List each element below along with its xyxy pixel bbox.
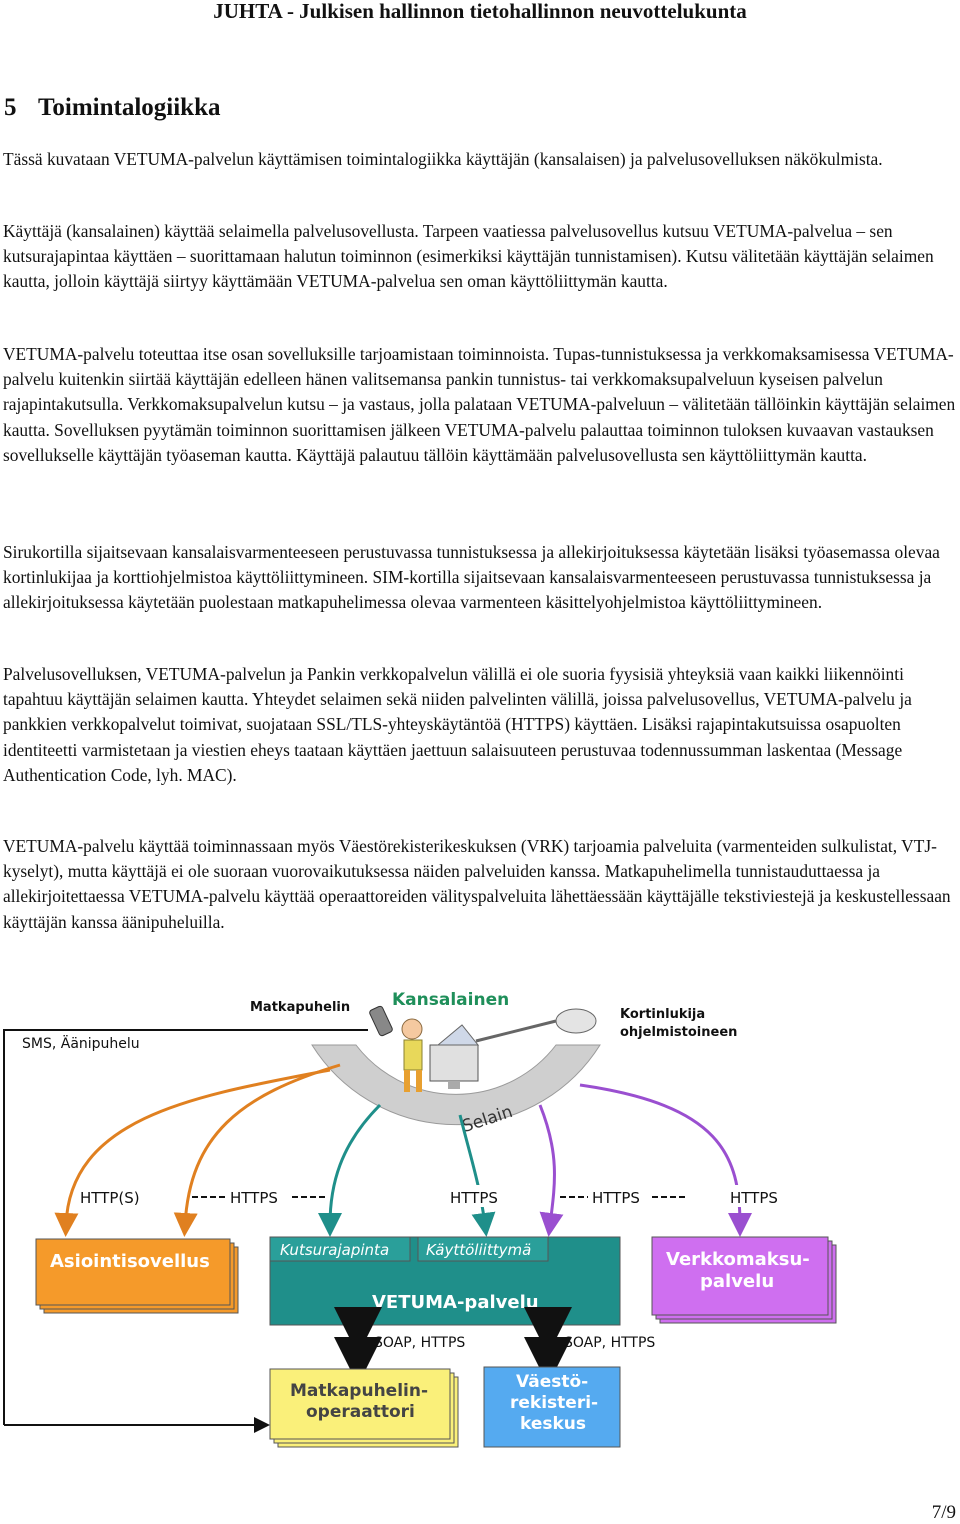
vrk-label: Väestö- (516, 1372, 589, 1392)
kansalainen-label: Kansalainen (392, 990, 510, 1010)
browser-label: Selain (459, 1101, 516, 1137)
card-reader-icon (476, 1009, 596, 1041)
paragraph-vrk: VETUMA-palvelu käyttää toiminnassaan myös Väestörekisterikeskuksen (VRK) tarjoamia palveluita (varmenteiden sulkulistat, VTJ-kyselyt), mutta käyttäjä ei ole suoraan vuorovaikutuksessa näiden palveluiden kanssa. Matkapuhelimella tunnistauduttaessa ja allekirjoitettaessa VETUMA-palvelu käyttää operaattoreiden välityspalveluita lähettäessään käyttäjälle tekstiviestejä ja keskustellessaan käyttäjän kanssa äänipuheluilla. (3, 836, 951, 932)
architecture-diagram (0, 985, 960, 1455)
http-s-label: HTTP(S) (80, 1189, 140, 1207)
verkkomaksupalvelu-label-line2: palvelu (700, 1271, 775, 1292)
mobile-phone-icon (369, 1005, 394, 1036)
kutsurajapinta-label: Kutsurajapinta (280, 1241, 390, 1259)
soap-label-1: SOAP, HTTPS (374, 1335, 466, 1351)
paragraph-intro: Tässä kuvataan VETUMA-palvelun käyttämisen toimintalogiikka käyttäjän (kansalaisen) ja palvelusovelluksen näkökulmista. (3, 149, 883, 169)
section-number: 5 (4, 94, 17, 121)
paragraph-smart-card: Sirukortilla sijaitsevaan kansalaisvarmenteeseen perustuvassa tunnistuksessa ja allekirjoituksessa käytetään lisäksi työasemassa olevaa kortinlukijaa ja korttiohjelmistoa käyttöliittymineen. SIM-kortilla sijaitsevaan kansalaisvarmenteeseen perustuvassa tunnistuksessa ja allekirjoituksessa käytetään puolestaan matkapuhelimessa olevaa varmenteen käsittelyohjelmistoa käyttöliittymineen. (3, 542, 940, 613)
arrow-kutsurajapinta (330, 1105, 380, 1225)
operaattori-label-line2: operaattori (306, 1402, 415, 1422)
soap-label-2: SOAP, HTTPS (564, 1335, 656, 1351)
arrow-verkkomaksu (540, 1105, 554, 1225)
person-icon (402, 1019, 422, 1092)
verkkomaksupalvelu-box (652, 1237, 836, 1323)
matkapuhelin-label: Matkapuhelin (250, 1000, 351, 1015)
https-label-4: HTTPS (730, 1189, 778, 1207)
asiointisovellus-label: Asiointisovellus (50, 1251, 210, 1272)
vetuma-label: VETUMA-palvelu (372, 1292, 539, 1313)
https-label-1: HTTPS (230, 1189, 278, 1207)
https-label-3: HTTPS (592, 1189, 640, 1207)
kortinlukija-label: Kortinlukija (620, 1007, 706, 1022)
page-header: JUHTA - Julkisen hallinnon tietohallinnon neuvottelukunta (213, 0, 747, 23)
operaattori-box (270, 1369, 458, 1447)
section-title: Toimintalogiikka (38, 94, 221, 121)
paragraph-vetuma-functions: VETUMA-palvelu toteuttaa itse osan sovelluksille tarjoamistaan toiminnoista. Tupas-tunnistuksessa ja verkkomaksamisessa VETUMA-palvelu kuitenkin siirtää käyttäjän edelleen hänen valitsemansa pankin tunnistus- tai verkkomaksupalveluun kyseisen palvelun rajapintakutsulla. Verkkomaksupalvelun kutsu – ja vastaus, jolla palataan VETUMA-palveluun – välitetään tällöinkin käyttäjän selaimen kautta. Sovelluksen pyytämän toiminnon suorittamisen jälkeen VETUMA-palvelu palauttaa toiminnon tuloksen kuvaavan vastauksen sovellukselle käyttäjän työaseman kautta. Käyttäjä palautuu tällöin käyttämään palvelusovellusta sen käyttöliittymän kautta. (3, 344, 956, 465)
paragraph-user-flow: Käyttäjä (kansalainen) käyttää selaimella palvelusovellusta. Tarpeen vaatiessa palvelusovellus kutsuu VETUMA-palvelua – sen kutsurajapintaa käyttäen – suorittamaan halutun toiminnon (esimerkiksi käyttäjän tunnistamisen). Kutsu välitetään käyttäjän selaimen kautta, jolloin käyttäjä siirtyy käyttämään VETUMA-palvelua sen oman käyttöliittymän kautta. (3, 221, 934, 292)
vetuma-box (270, 1237, 620, 1325)
kayttoliittyma-label: Käyttöliittymä (426, 1241, 532, 1259)
operaattori-label: Matkapuhelin- (290, 1381, 429, 1401)
vrk-label-line3: keskus (520, 1414, 587, 1434)
vrk-box (484, 1367, 620, 1447)
paragraph-connections: Palvelusovelluksen, VETUMA-palvelun ja Pankin verkkopalvelun välillä ei ole suoria fyysisiä yhteyksiä vaan kaikki liikennöinti tapahtuu käyttäjän selaimen kautta. Yhteydet selaimen sekä niiden palvelinten välillä, joissa palvelusovellus, VETUMA-palvelu ja pankkien verkkopalvelut toimivat, suojataan SSL/TLS-yhteyskäytäntöä (HTTPS) käyttäen. Lisäksi rajapintakutsuissa osapuolten identiteetti varmistetaan ja viestien eheys taataan käyttäen jaettuun salaisuuteen perustuvaa todennussumman laskentaa (Message Authentication Code, lyh. MAC). (3, 664, 912, 785)
kortinlukija-label-line2: ohjelmistoineen (620, 1025, 738, 1040)
computer-icon (430, 1025, 478, 1089)
asiointisovellus-box (36, 1239, 238, 1313)
vrk-label-line2: rekisteri- (510, 1393, 599, 1413)
sms-label: SMS, Äänipuhelu (22, 1036, 140, 1052)
https-label-2: HTTPS (450, 1189, 498, 1207)
verkkomaksupalvelu-label: Verkkomaksu- (666, 1249, 810, 1270)
page-number: 7/9 (931, 1502, 956, 1523)
section-heading (4, 94, 220, 122)
